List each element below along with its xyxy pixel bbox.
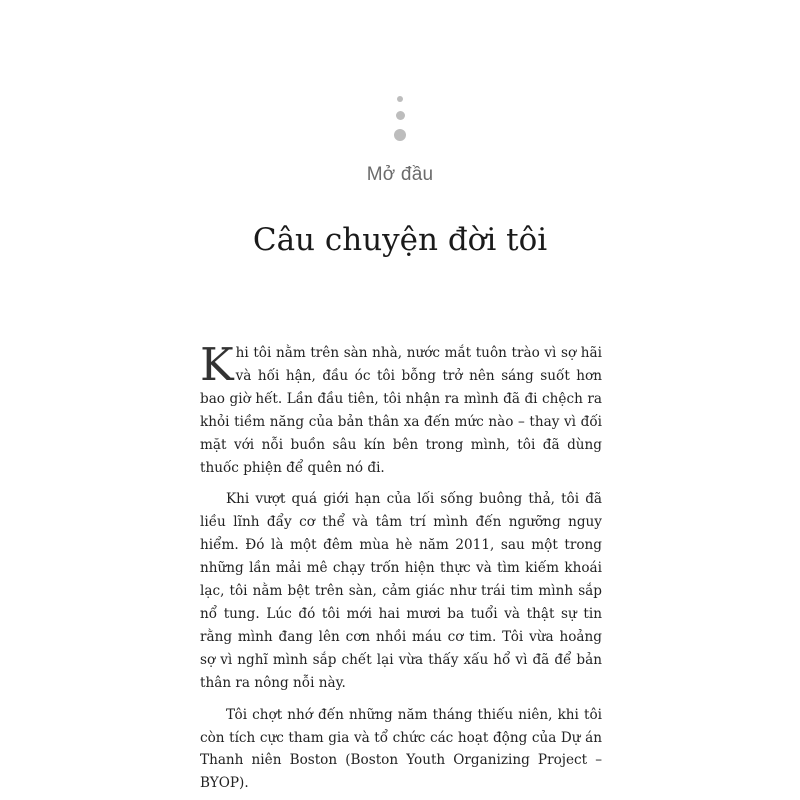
paragraph-2: Khi vượt quá giới hạn của lối sống buông thả, tôi đã liều lĩnh đẩy cơ thể và tâm trí mình đến ngưỡng nguy hiểm. Đó là một đêm mùa hè năm 2011, sau một trong những lần mải mê chạy trốn hiện thực và tìm kiếm khoái lạc, tôi nằm bệt trên sàn, cảm giác như trái tim mình sắp nổ tung. Lúc đó tôi mới hai mươi ba tuổi và thật sự tin rằng mình đang lên cơn nhồi máu cơ tim. Tôi vừa hoảng sợ vì nghĩ mình sắp chết lại vừa thấy xấu hổ vì đã để bản thân ra nông nỗi này. <box>200 491 602 691</box>
ornament-dot-small <box>397 96 403 102</box>
paragraph-1 <box>200 338 602 479</box>
paragraph-3: Tôi chợt nhớ đến những năm tháng thiếu niên, khi tôi còn tích cực tham gia và tổ chức các hoạt động của Dự án Thanh niên Boston (Boston Youth Organizing Project – BYOP). <box>200 706 602 792</box>
chapter-ornament-dots <box>392 94 408 144</box>
body-text <box>200 338 602 800</box>
ornament-dot-large <box>394 129 406 141</box>
chapter-label: Mở đầu <box>366 164 434 185</box>
ornament-dot-medium <box>396 111 405 120</box>
paragraph-1-text: hi tôi nằm trên sàn nhà, nước mắt tuôn trào vì sợ hãi và hối hận, đầu óc tôi bỗng trở nên sáng suốt hơn bao giờ hết. Lần đầu tiên, tôi nhận ra mình đã đi chệch ra khỏi tiềm năng của bản thân xa đến mức nào – thay vì đối mặt với nỗi buồn sâu kín bên trong mình, tôi đã dùng thuốc phiện để quên nó đi. <box>200 345 602 476</box>
drop-cap: K <box>200 338 234 391</box>
chapter-title: Câu chuyện đời tôi <box>252 222 548 258</box>
